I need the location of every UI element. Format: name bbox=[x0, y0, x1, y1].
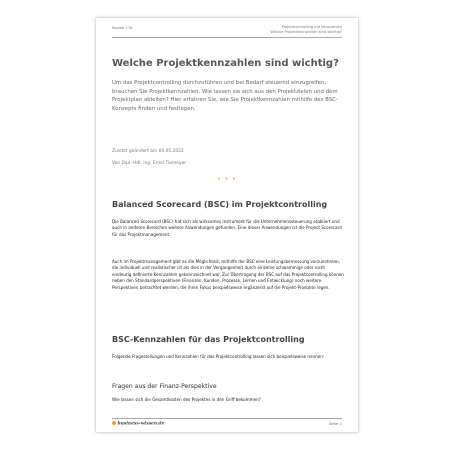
section-heading-bsc: Balanced Scorecard (BSC) im Projektcontrolling bbox=[112, 200, 328, 209]
site-logo bbox=[112, 421, 164, 427]
document-page bbox=[96, 18, 358, 432]
kennzahlen-paragraph: Folgende Fragestellungen und Kennzahlen für das Projektcontrolling lassen sich beispielsweise nennen: bbox=[112, 354, 325, 359]
logo-dot-icon bbox=[112, 421, 116, 425]
header-topic: Projektcontrolling mit Kennzahlen bbox=[281, 25, 342, 29]
subheading-finanz: Fragen aus der Finanz-Perspektive bbox=[112, 383, 217, 390]
header-chapter: Kapitel 176 bbox=[112, 26, 133, 30]
logo-text: business-wissen.de bbox=[117, 421, 165, 427]
header-right bbox=[270, 25, 342, 35]
separator-dots: • • • bbox=[217, 176, 237, 183]
page-title: Welche Projektkennzahlen sind wichtig? bbox=[112, 58, 339, 69]
finanz-question: Wie lassen sich die Gesamtkosten des Projektes in den Griff bekommen? bbox=[112, 397, 261, 402]
intro-paragraph: Um das Projektcontrolling durchzuführen und bei Bedarf steuernd einzugreifen, brauchen Sie Projektkennzahlen. Wie lassen sie sich aus den Projektzielen und dem Projektplan ableiten? Hier erfahren Sie, wie Sie Projektkennzahlen mithilfe des BSC-Konzepts finden und festlegen. bbox=[112, 80, 338, 112]
bsc-paragraph-1: Die Balanced Scorecard (BSC) hat sich als wirksames Instrument für die Unternehmenssteuerung etabliert und auch in anderen Bereichen weitere Anwendungen gefunden. Eine dieser Anwendungen ist die Project Scorecard für das Projektmanagement. bbox=[112, 219, 342, 237]
section-heading-kennzahlen: BSC-Kennzahlen für das Projektcontrolling bbox=[112, 335, 305, 344]
header-article-title: Welche Projektkennzahlen sind wichtig? bbox=[270, 30, 342, 34]
author-line: Von Dipl.-Hdl. Ing. Ernst Tiemeyer bbox=[112, 161, 187, 166]
bsc-paragraph-2: Auch im Projektmanagement gibt es die Möglichkeit, mithilfe der BSC eine Leistungsbemessung vorzunehmen, die individuell und realistischer ist als dies in der Vergangenheit durch einzelne schwammige oder nicht eindeutig definierte Kennzahlen gekennzeichnet war. Zur Übertragung der BSC auf das Projektcontrolling können neben den Standardperspektiven (Finanzen, Kunden, Prozesse, Lernen und Entwicklung) noch weitere Perspektiven betrachtet werden, die ihren Fokus beispielsweise ergänzend auf die Projekt-Produkte legen. bbox=[112, 259, 344, 290]
page-number: Seite 2 bbox=[328, 421, 342, 426]
footer-divider bbox=[112, 418, 342, 419]
updated-date: Zuletzt geändert am 04.05.2022 bbox=[112, 149, 184, 154]
header-divider bbox=[112, 37, 342, 38]
